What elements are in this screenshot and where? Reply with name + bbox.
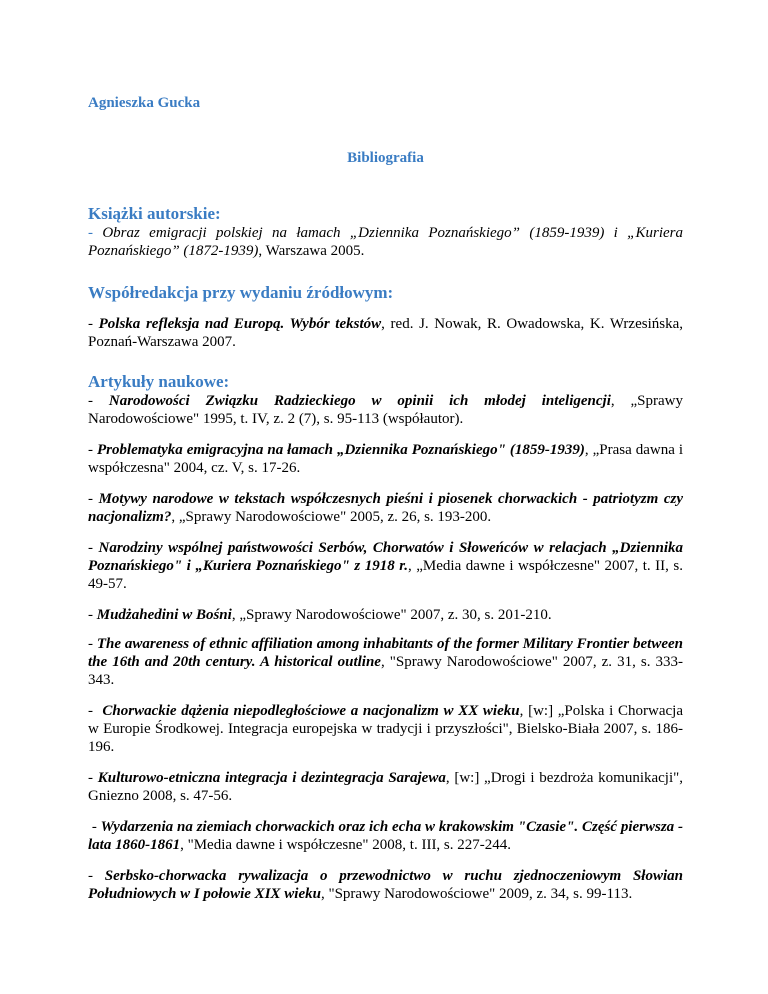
entry-details: , red. J. Nowak, R. Owadowska, K. Wrzesińska, Poznań-Warszawa 2007. xyxy=(88,316,683,350)
entry-details: , „Sprawy Narodowościowe" 1995, t. IV, z. 2 (7), s. 95-113 (współautor). xyxy=(88,393,683,427)
entry-title: Polska refleksja nad Europą. Wybór tekstów xyxy=(98,316,382,332)
section-heading: Książki autorskie: xyxy=(88,204,221,223)
document-title: Bibliografia xyxy=(347,150,424,166)
bibliography-entry xyxy=(88,867,683,903)
entry-dash: - xyxy=(88,607,97,623)
entry-title: Obraz emigracji polskiej na łamach „Dziennika Poznańskiego” (1859-1939) i „Kuriera Poznańskiego” (1872-1939) xyxy=(88,225,684,259)
entry-dash: - xyxy=(88,393,109,409)
author-name: Agnieszka Gucka xyxy=(88,95,201,111)
bibliography-entry xyxy=(88,539,683,593)
entry-title: Chorwackie dążenia niepodległościowe a nacjonalizm w XX wieku xyxy=(102,703,520,719)
entry-title: Motywy narodowe w tekstach współczesnych pieśni i piosenek chorwackich - patriotyzm czy nacjonalizm? xyxy=(88,491,684,525)
section-articles xyxy=(88,372,683,903)
entry-dash: - xyxy=(88,316,99,332)
bibliography-entry xyxy=(88,818,683,854)
entry-title: Wydarzenia na ziemiach chorwackich oraz ich echa w krakowskim "Czasie". Część pierwsza - lata 1860-1861 xyxy=(88,819,683,853)
entry-details: , [w:] „Drogi i bezdroża komunikacji", Gniezno 2008, s. 47-56. xyxy=(88,770,684,804)
section-heading: Współredakcja przy wydaniu źródłowym: xyxy=(88,283,394,302)
entry-title: Kulturowo-etniczna integracja i dezintegracja Sarajewa xyxy=(97,770,446,786)
entry-dash: - xyxy=(88,225,103,241)
bibliography-entry xyxy=(88,441,683,477)
section-heading: Artykuły naukowe: xyxy=(88,372,230,391)
bibliography-entry xyxy=(88,702,683,756)
bibliography-entry xyxy=(88,606,683,624)
entry-details: , "Sprawy Narodowościowe" 2007, z. 31, s. 333-343. xyxy=(88,654,683,688)
entry-title: The awareness of ethnic affiliation among inhabitants of the former Military Frontier between the 16th and 20th century. A historical outline xyxy=(88,636,683,670)
entry-details: , „Sprawy Narodowościowe" 2007, z. 30, s. 201-210. xyxy=(231,607,552,623)
bibliography-entry xyxy=(88,315,683,351)
entry-details: , [w:] „Polska i Chorwacja w Europie Środkowej. Integracja europejska w tradycji i przyszłości", Bielsko-Biała 2007, s. 186-196. xyxy=(88,703,683,755)
section-coediting xyxy=(88,283,683,351)
bibliography-entry xyxy=(88,224,683,260)
entry-details: , "Sprawy Narodowościowe" 2009, z. 34, s. 99-113. xyxy=(320,886,633,902)
bibliography-entry xyxy=(88,635,683,689)
bibliography-entry xyxy=(88,769,683,805)
entry-details: , "Media dawne i współczesne" 2008, t. III, s. 227-244. xyxy=(180,837,512,853)
entry-title: Problematyka emigracyjna na łamach „Dziennika Poznańskiego" (1859-1939) xyxy=(96,442,585,458)
entry-dash: - xyxy=(88,703,103,719)
entry-dash: - xyxy=(88,491,99,507)
entry-dash: - xyxy=(88,770,98,786)
bibliography-entry xyxy=(88,490,683,526)
entry-dash: - xyxy=(88,868,105,884)
entry-dash: - xyxy=(88,636,97,652)
entry-dash: - xyxy=(88,540,99,556)
entry-title: Serbsko-chorwacka rywalizacja o przewodnictwo w ruchu zjednoczeniowym Słowian Południowych w I połowie XIX wieku xyxy=(88,868,683,902)
entry-details: , „Media dawne i współczesne" 2007, t. II, s. 49-57. xyxy=(88,558,684,592)
entry-details: , Warszawa 2005. xyxy=(258,243,365,259)
entry-title: Mudżahedini w Bośni xyxy=(96,607,232,623)
entry-details: , „Prasa dawna i współczesna" 2004, cz. V, s. 17-26. xyxy=(88,442,684,476)
bibliography-entry xyxy=(88,392,683,428)
entry-dash: - xyxy=(88,442,97,458)
entry-dash: - xyxy=(88,819,101,835)
entry-details: , „Sprawy Narodowościowe" 2005, z. 26, s. 193-200. xyxy=(171,509,492,525)
entry-title: Narodziny wspólnej państwowości Serbów, Chorwatów i Słoweńców w relacjach „Dziennika Poznańskiego" i „Kuriera Poznańskiego" z 1918 r. xyxy=(88,540,683,574)
section-books xyxy=(88,204,683,260)
entry-title: Narodowości Związku Radzieckiego w opinii ich młodej inteligencji xyxy=(108,393,611,409)
